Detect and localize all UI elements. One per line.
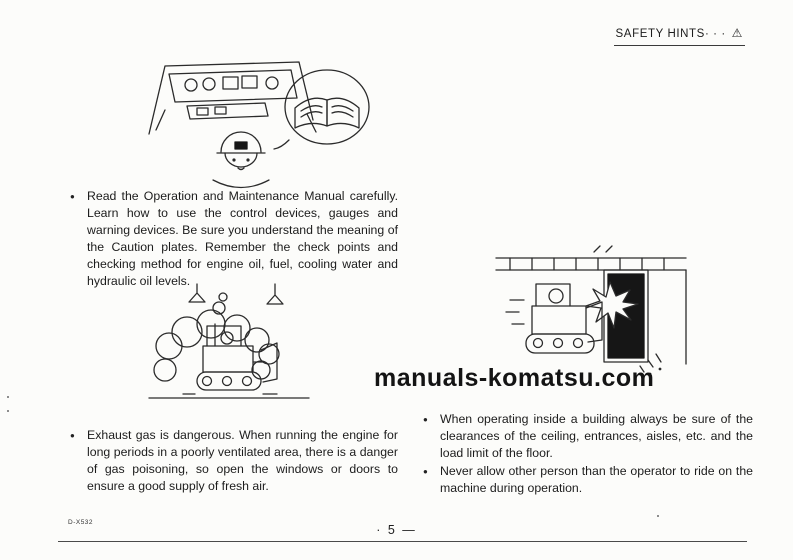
bullet-icon: ● — [70, 431, 75, 440]
bullet-no-riders — [423, 463, 753, 497]
doc-code: D-X532 — [68, 519, 94, 526]
warning-triangle-icon: ⚠ — [731, 26, 743, 40]
bullet-text: Never allow other person than the operator to ride on the machine during operation. — [440, 464, 753, 495]
header-leader-dots: · · · — [704, 28, 726, 40]
exhaust-line-art — [143, 282, 321, 428]
page-header — [614, 26, 745, 46]
illustration-exhaust-gas-indoors — [143, 282, 321, 428]
footer-rule — [58, 541, 747, 542]
bullet-text: When operating inside a building always be sure of the clearances of the ceiling, entrances, aisles, etc. and the load limit of the floor. — [440, 412, 753, 460]
scan-speck — [7, 396, 9, 398]
bullet-text: Exhaust gas is dangerous. When running the engine for long periods in a poorly ventilated area, there is a danger of gas poisoning, so open the windows or doors to ensure a good supply of fresh air. — [87, 428, 398, 493]
bullet-icon: ● — [423, 467, 428, 476]
scan-speck — [7, 410, 9, 412]
header-title: SAFETY HINTS — [615, 28, 705, 40]
site-watermark: manuals-komatsu.com — [374, 364, 655, 392]
cab-line-art — [135, 50, 373, 202]
bullet-icon: ● — [70, 192, 75, 201]
bullet-exhaust-gas — [70, 427, 398, 495]
scan-speck — [657, 515, 659, 517]
illustration-operator-reading-manual-in-cab — [135, 50, 373, 202]
page-number: · 5 — — [376, 523, 417, 537]
bullet-text: Read the Operation and Maintenance Manual carefully. Learn how to use the control devices, gauges and warning devices. Be sure you understand the meaning of the Caution plates. Remember the check points and checking method for engine oil, fuel, cooling water and hydraulic oil levels. — [87, 189, 398, 288]
bullet-icon: ● — [423, 415, 428, 424]
bullet-read-manual — [70, 188, 398, 290]
bullet-inside-building — [423, 411, 753, 462]
